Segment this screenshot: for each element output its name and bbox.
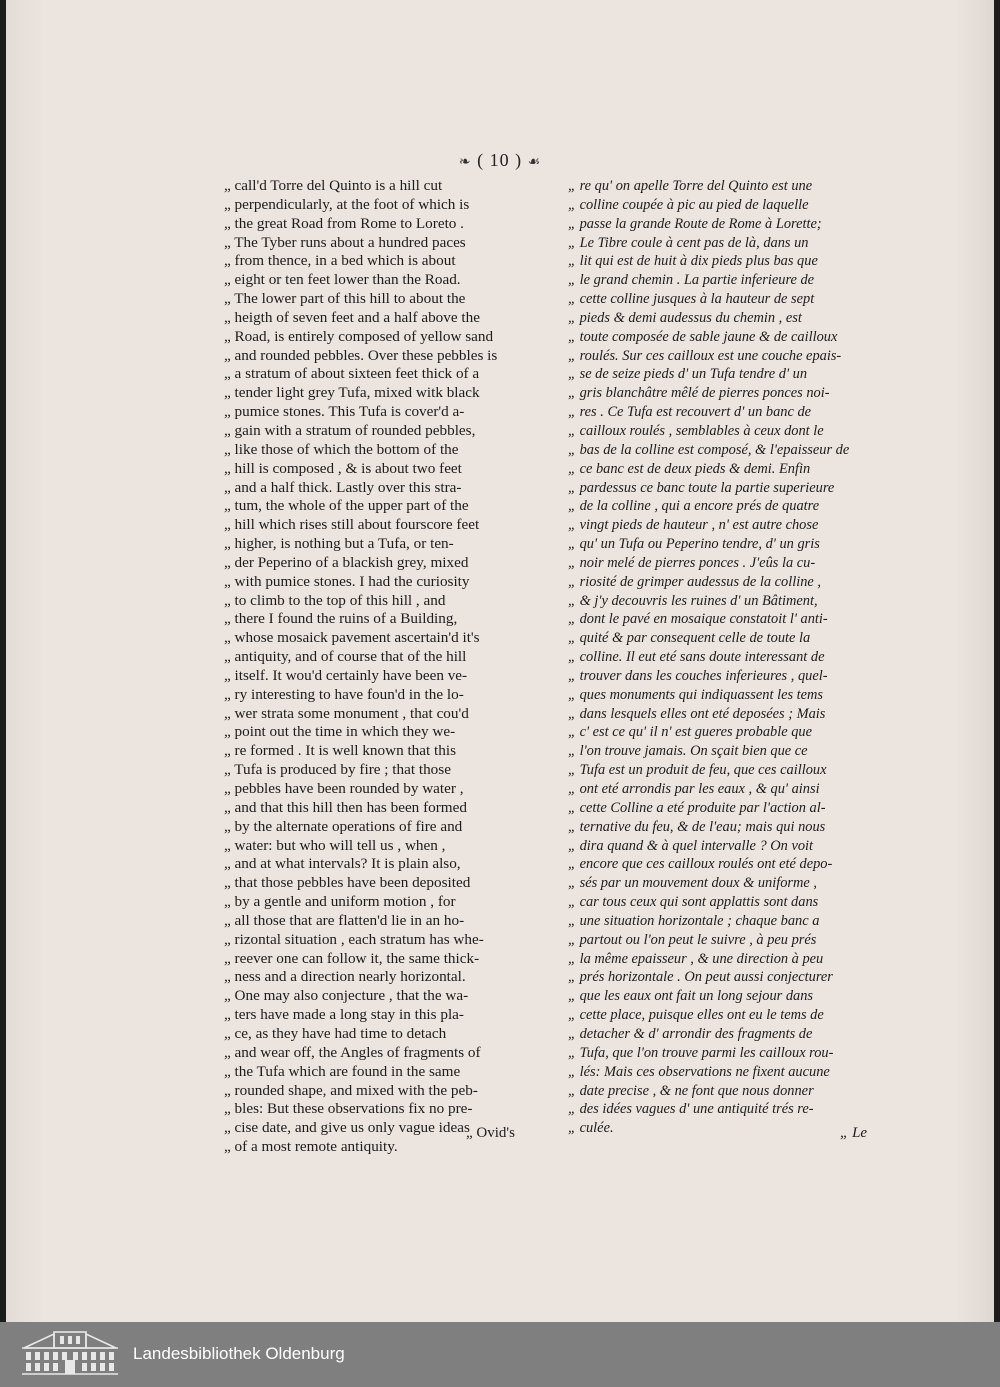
text-line: „ like those of which the bottom of the bbox=[224, 440, 459, 458]
text-line: „ re qu' on apelle Torre del Quinto est une bbox=[568, 178, 813, 194]
text-line: „ all those that are flatten'd lie in an ho- bbox=[224, 911, 465, 929]
text-line: „ ques monuments qui indiquassent les tems bbox=[568, 686, 824, 703]
text-line: „ eight or ten feet lower than the Road. bbox=[224, 271, 461, 289]
text-line: „ whose mosaick pavement ascertain'd it's bbox=[224, 629, 480, 647]
text-line: „ wer strata some monument , that cou'd bbox=[224, 704, 469, 722]
text-line: „ lit qui est de huit à dix pieds plus bas que bbox=[568, 253, 818, 270]
text-line: „ Le Tibre coule à cent pas de là, dans un bbox=[568, 234, 809, 251]
page-number: ( 10 ) bbox=[477, 150, 523, 170]
text-line: „ antiquity, and of course that of the hill bbox=[224, 648, 467, 666]
text-line: „ date precise , & ne font que nous donner bbox=[568, 1082, 814, 1099]
text-line: „ sés par un mouvement doux & uniforme , bbox=[568, 875, 818, 892]
text-line: „ ry interesting to have foun'd in the lo- bbox=[224, 685, 464, 703]
text-line: „ heigth of seven feet and a half above the bbox=[224, 308, 480, 326]
text-line: „ pardessus ce banc toute la partie superieure bbox=[568, 479, 835, 496]
text-line: „ water: but who will tell us , when , bbox=[224, 836, 446, 854]
text-line: „ call'd Torre del Quinto is a hill cut bbox=[224, 177, 443, 194]
text-line: „ cise date, and give us only vague ideas bbox=[224, 1119, 470, 1137]
text-line: „ res . Ce Tufa est recouvert d' un banc de bbox=[568, 404, 812, 421]
text-line: „ encore que ces cailloux roulés ont eté depo- bbox=[568, 856, 833, 873]
text-line: „ by the alternate operations of fire and bbox=[224, 817, 463, 835]
text-line: „ higher, is nothing but a Tufa, or ten- bbox=[224, 535, 454, 553]
text-line: „ that those pebbles have been deposited bbox=[224, 874, 471, 892]
text-line: „ a stratum of about sixteen feet thick of a bbox=[224, 365, 480, 383]
page-header bbox=[440, 150, 560, 171]
text-line: „ reever one can follow it, the same thick- bbox=[224, 949, 480, 967]
footer-bar bbox=[0, 1322, 1000, 1387]
text-line: „ cette colline jusques à la hauteur de sept bbox=[568, 291, 815, 308]
text-line: „ the Tufa which are found in the same bbox=[224, 1062, 461, 1080]
text-line: „ pieds & demi audessus du chemin , est bbox=[568, 309, 802, 326]
text-line: „ prés horizontale . On peut aussi conjecturer bbox=[568, 969, 833, 986]
text-line: „ le grand chemin . La partie inferieure de bbox=[568, 272, 815, 289]
text-line: „ point out the time in which they we- bbox=[224, 723, 456, 741]
text-line: „ hill which rises still about fourscore feet bbox=[224, 516, 480, 534]
text-line: „ colline. Il eut eté sans doute interessant de bbox=[568, 649, 825, 666]
text-line: „ noir melé de pierres ponces . J'eûs la cu- bbox=[568, 554, 816, 571]
text-line: „ ont eté arrondis par les eaux , & qu' ainsi bbox=[568, 781, 820, 797]
text-line: „ ce banc est de deux pieds & demi. Enfin bbox=[568, 460, 811, 477]
text-line: „ ters have made a long stay in this pla- bbox=[224, 1006, 464, 1024]
text-line: „ colline coupée à pic au pied de laquelle bbox=[568, 196, 809, 213]
library-building-icon bbox=[20, 1330, 120, 1378]
text-line: „ by a gentle and uniform motion , for bbox=[224, 893, 456, 911]
text-line: „ pumice stones. This Tufa is cover'd a- bbox=[224, 403, 465, 421]
text-line: „ bas de la colline est composé, & l'epaisseur de bbox=[568, 441, 850, 458]
text-line: „ dira quand & à quel intervalle ? On voit bbox=[568, 837, 814, 854]
english-column bbox=[224, 177, 544, 1157]
text-line: „ & j'y decouvris les ruines d' un Bâtiment, bbox=[568, 592, 818, 609]
text-line: „ ce, as they have had time to detach bbox=[224, 1024, 447, 1042]
ornament-left-icon: ❧ bbox=[458, 155, 472, 170]
text-line: „ riosité de grimper audessus de la colline , bbox=[568, 573, 822, 590]
text-line: „ gris blanchâtre mêlé de pierres ponces noi- bbox=[568, 385, 830, 402]
text-line: „ with pumice stones. I had the curiosity bbox=[224, 572, 470, 590]
text-line: „ de la colline , qui a encore prés de quatre bbox=[568, 498, 820, 515]
text-line: „ se de seize pieds d' un Tufa tendre d' un bbox=[568, 366, 808, 383]
text-line: „ dans lesquels elles ont eté deposées ; Mais bbox=[568, 705, 826, 722]
text-line: „ ternative du feu, & de l'eau; mais qui nous bbox=[568, 818, 826, 835]
text-line: „ toute composée de sable jaune & de cailloux bbox=[568, 328, 838, 345]
text-line: „ and rounded pebbles. Over these pebbles is bbox=[224, 346, 498, 364]
text-line: „ and at what intervals? It is plain also, bbox=[224, 855, 461, 873]
text-line: „ and wear off, the Angles of fragments of bbox=[224, 1043, 481, 1061]
text-line: „ dont le pavé en mosaique constatoit l' anti- bbox=[568, 611, 828, 628]
text-line: „ culée. bbox=[568, 1120, 614, 1137]
text-line: „ One may also conjecture , that the wa- bbox=[224, 987, 469, 1005]
text-line: „ gain with a stratum of rounded pebbles, bbox=[224, 421, 476, 439]
text-line: „ hill is composed , & is about two feet bbox=[224, 459, 462, 477]
catchword-english: „ Ovid's bbox=[466, 1125, 515, 1141]
text-line: „ ness and a direction nearly horizontal. bbox=[224, 968, 466, 986]
text-line: „ c' est ce qu' il n' est gueres probable que bbox=[568, 724, 812, 741]
text-line: „ Tufa is produced by fire ; that those bbox=[224, 761, 451, 779]
text-line: „ quité & par consequent celle de toute la bbox=[568, 630, 811, 647]
text-line: „ l'on trouve jamais. On sçait bien que ce bbox=[568, 743, 808, 760]
text-line: „ there I found the ruins of a Building, bbox=[224, 610, 458, 628]
text-line: „ pebbles have been rounded by water , bbox=[224, 780, 464, 797]
text-line: „ and that this hill then has been formed bbox=[224, 798, 467, 816]
text-line: „ vingt pieds de hauteur , n' est autre chose bbox=[568, 517, 819, 534]
text-line: „ roulés. Sur ces cailloux est une couche epais- bbox=[568, 347, 842, 364]
text-line: „ tum, the whole of the upper part of the bbox=[224, 497, 469, 515]
text-line: „ The Tyber runs about a hundred paces bbox=[224, 233, 466, 251]
text-line: „ to climb to the top of this hill , and bbox=[224, 591, 446, 609]
text-line: „ detacher & d' arrondir des fragments de bbox=[568, 1025, 813, 1042]
text-line: „ itself. It wou'd certainly have been ve- bbox=[224, 666, 468, 684]
text-line: „ car tous ceux qui sont applattis sont dans bbox=[568, 894, 819, 911]
french-column bbox=[568, 177, 890, 1138]
text-line: „ des idées vagues d' une antiquité trés re- bbox=[568, 1101, 814, 1118]
text-line: „ der Peperino of a blackish grey, mixed bbox=[224, 553, 469, 571]
ornament-right-icon: ☙ bbox=[527, 155, 542, 170]
text-line: „ and a half thick. Lastly over this stra- bbox=[224, 478, 462, 496]
text-line: „ bles: But these observations fix no pre- bbox=[224, 1100, 473, 1118]
text-line: „ la même epaisseur , & une direction à peu bbox=[568, 950, 824, 967]
text-line: „ of a most remote antiquity. bbox=[224, 1138, 398, 1156]
text-line: „ the great Road from Rome to Loreto . bbox=[224, 214, 464, 232]
text-line: „ lés: Mais ces observations ne fixent aucune bbox=[568, 1063, 830, 1080]
text-line: „ qu' un Tufa ou Peperino tendre, d' un gris bbox=[568, 536, 820, 553]
text-line: „ Tufa, que l'on trouve parmi les cailloux rou- bbox=[568, 1044, 834, 1061]
text-line: „ une situation horizontale ; chaque banc a bbox=[568, 912, 820, 929]
text-line: „ trouver dans les couches inferieures , quel- bbox=[568, 667, 828, 684]
text-line: „ Tufa est un produit de feu, que ces cailloux bbox=[568, 762, 827, 779]
catchword-french: „ Le bbox=[840, 1125, 868, 1141]
text-line: „ Road, is entirely composed of yellow sand bbox=[224, 327, 494, 345]
text-line: „ partout ou l'on peut le suivre , à peu prés bbox=[568, 931, 817, 948]
text-line: „ cette Colline a eté produite par l'action al- bbox=[568, 799, 826, 816]
text-line: „ passe la grande Route de Rome à Lorette; bbox=[568, 215, 822, 232]
text-line: „ tender light grey Tufa, mixed witk black bbox=[224, 384, 480, 402]
text-line: „ perpendicularly, at the foot of which is bbox=[224, 195, 470, 213]
text-line: „ rounded shape, and mixed with the peb- bbox=[224, 1081, 478, 1099]
text-line: „ rizontal situation , each stratum has whe- bbox=[224, 930, 484, 948]
text-line: „ from thence, in a bed which is about bbox=[224, 252, 456, 270]
text-line: „ cette place, puisque elles ont eu le tems de bbox=[568, 1007, 824, 1024]
text-line: „ re formed . It is well known that this bbox=[224, 742, 456, 760]
text-line: „ cailloux roulés , semblables à ceux dont le bbox=[568, 422, 824, 439]
text-line: „ The lower part of this hill to about the bbox=[224, 290, 466, 308]
text-line: „ que les eaux ont fait un long sejour dans bbox=[568, 988, 814, 1005]
library-name: Landesbibliothek Oldenburg bbox=[133, 1344, 345, 1363]
